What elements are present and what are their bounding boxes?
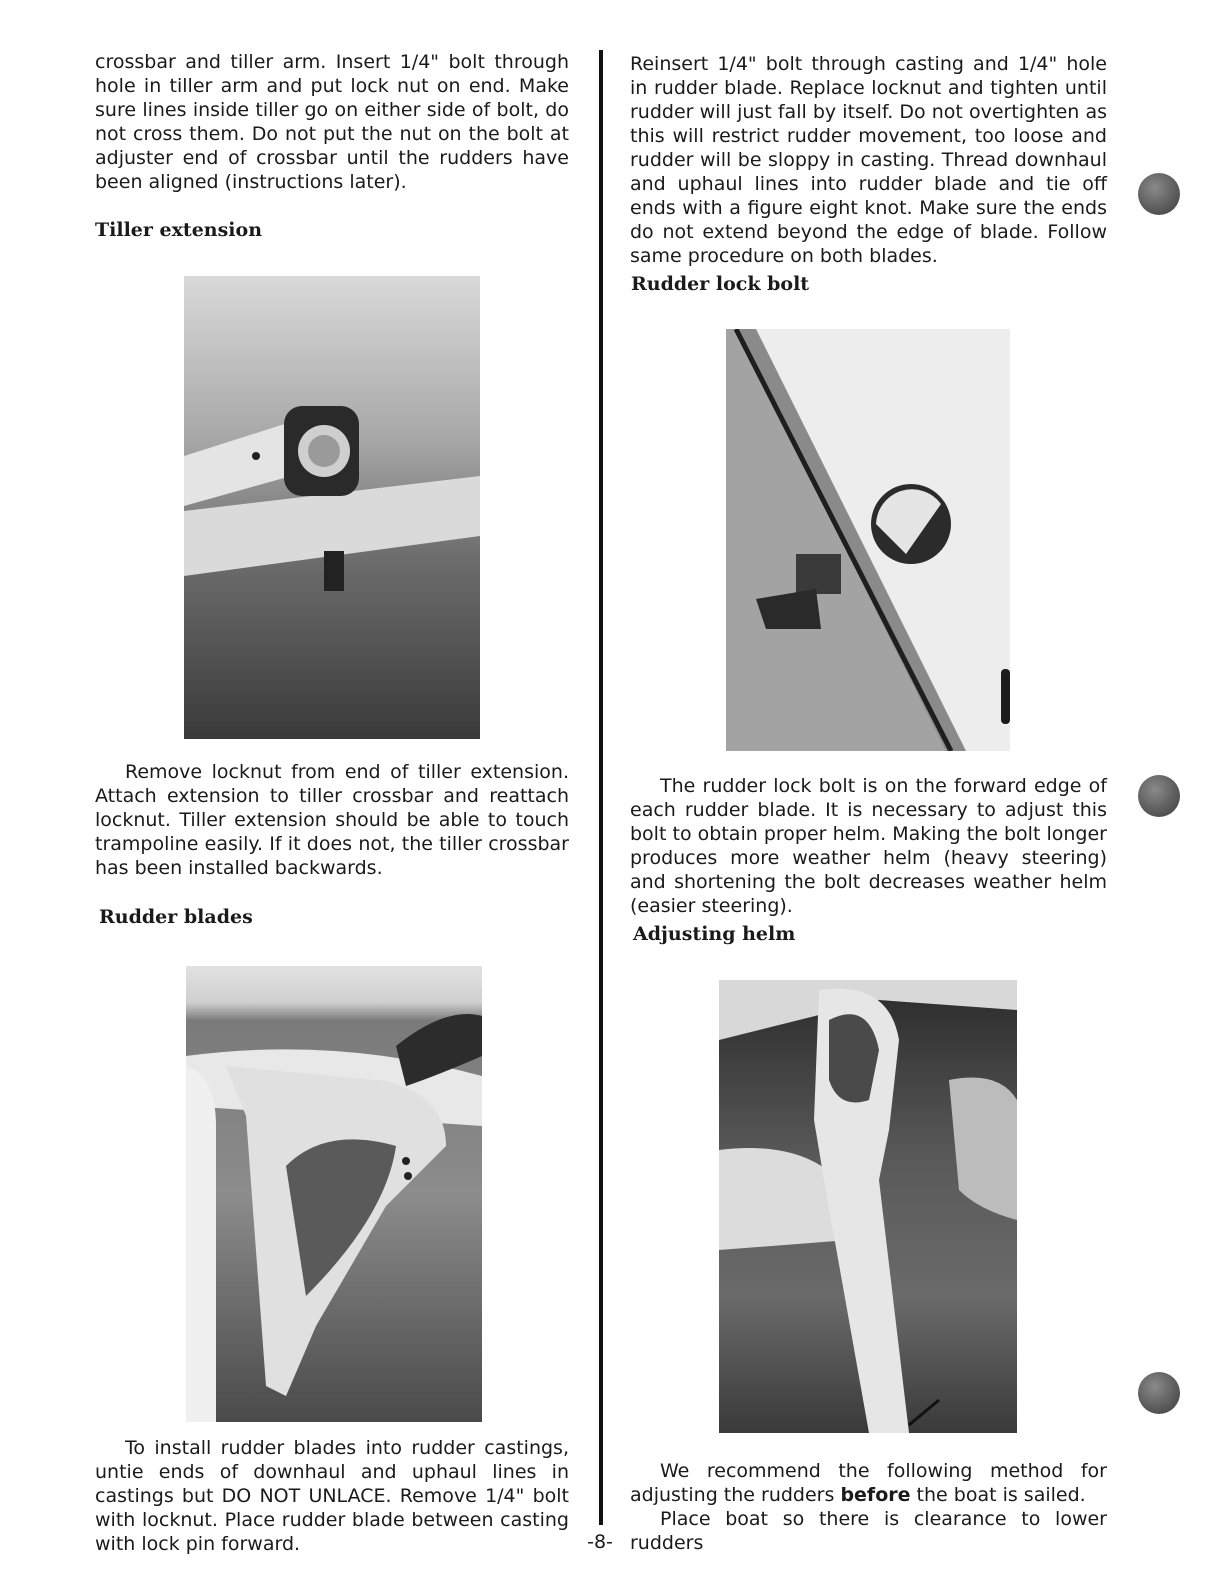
- rudder-lock-bolt-photo: [726, 329, 1010, 751]
- adjusting-helm-heading: Adjusting helm: [633, 923, 796, 945]
- page-number: -8-: [587, 1531, 613, 1553]
- binder-hole-middle: [1138, 775, 1180, 817]
- tiller-extension-heading: Tiller extension: [95, 219, 263, 241]
- tiller-extension-photo: [184, 276, 480, 739]
- binder-hole-bottom: [1138, 1372, 1180, 1414]
- intro-paragraph: crossbar and tiller arm. Insert 1/4" bolt through hole in tiller arm and put lock nut on end. Make sure lines inside tiller go on either side of bolt, do not cross them. Do not put the nut on the bolt at adjuster end of crossbar until the rudders have been aligned (instructions later).: [95, 51, 569, 193]
- column-divider: [599, 50, 603, 1525]
- helm-paragraph-2: Place boat so there is clearance to lower rudders: [630, 1508, 1107, 1554]
- helm-text-before: We recommend the following method for adjusting the rudders: [630, 1460, 1107, 1506]
- rudder-blades-heading: Rudder blades: [99, 906, 253, 928]
- helm-paragraph: [630, 1459, 1107, 1507]
- rudder-lock-bolt-heading: Rudder lock bolt: [631, 273, 810, 295]
- helm-text-after: the boat is sailed.: [910, 1484, 1086, 1506]
- rudder-blades-photo: [186, 966, 482, 1422]
- rudder-blades-paragraph: To install rudder blades into rudder castings, untie ends of downhaul and uphaul lines in castings but DO NOT UNLACE. Remove 1/4" bolt with locknut. Place rudder blade between casting with lock pin forward.: [95, 1437, 569, 1555]
- binder-hole-top: [1138, 173, 1180, 215]
- lock-bolt-paragraph: The rudder lock bolt is on the forward edge of each rudder blade. It is necessary to adjust this bolt to obtain proper helm. Making the bolt longer produces more weather helm (heavy steering) and shortening the bolt decreases weather helm (easier steering).: [630, 775, 1107, 917]
- reinsert-paragraph: Reinsert 1/4" bolt through casting and 1/4" hole in rudder blade. Replace locknut and tighten until rudder will just fall by itself. Do not overtighten as this will restrict rudder movement, too loose and rudder will be sloppy in casting. Thread downhaul and uphaul lines into rudder blade and tie off ends with a figure eight knot. Make sure the ends do not extend beyond the edge of blade. Follow same procedure on both blades.: [630, 53, 1107, 267]
- helm-text-bold: before: [840, 1484, 911, 1506]
- adjusting-helm-photo: [719, 980, 1017, 1433]
- tiller-paragraph: Remove locknut from end of tiller extension. Attach extension to tiller crossbar and reattach locknut. Tiller extension should be able to touch trampoline easily. If it does not, the tiller crossbar has been installed backwards.: [95, 761, 569, 879]
